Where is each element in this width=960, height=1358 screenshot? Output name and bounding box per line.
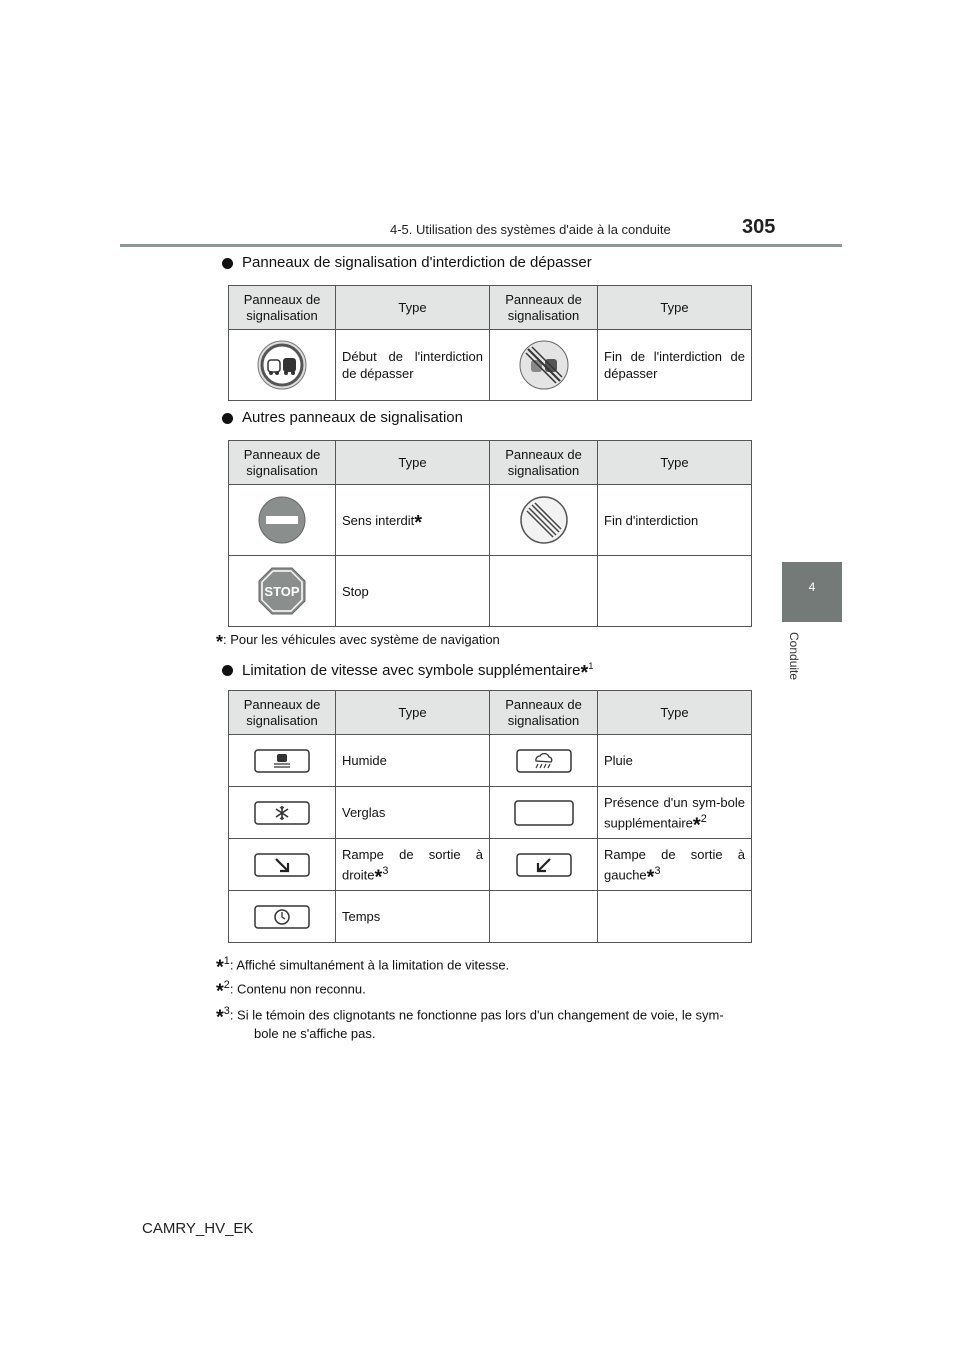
footnote-text: : Si le témoin des clignotants ne fonctionne pas lors d'un changement de voie, le sym- <box>229 1007 724 1023</box>
table-row <box>229 891 752 943</box>
column-header: Type <box>336 691 490 735</box>
footnote-number: 2 <box>223 979 230 991</box>
footnote-3 <box>216 1002 756 1043</box>
manual-code: CAMRY_HV_EK <box>142 1220 254 1237</box>
sign-cell <box>229 485 336 556</box>
sign-type: Fin d'interdiction <box>598 485 752 556</box>
footnote-mark: * <box>216 980 224 1003</box>
type-text: Sens interdit <box>342 512 415 528</box>
table-header-row <box>229 286 752 330</box>
chapter-number: 4 <box>808 580 816 594</box>
footnote-number: 1 <box>223 955 230 967</box>
footnote-continuation: bole ne s'affiche pas. <box>254 1026 376 1042</box>
heading-text: Panneaux de signalisation d'interdiction de dépasser <box>242 254 592 271</box>
column-header: Panneaux de signalisation <box>490 691 598 735</box>
stop-sign-text: STOP <box>264 584 300 599</box>
bullet-icon <box>222 665 233 676</box>
footnote-mark: * <box>692 814 701 837</box>
sign-type <box>598 787 752 839</box>
no-overtaking-sign-icon <box>257 340 307 390</box>
column-header: Type <box>336 286 490 330</box>
sign-cell <box>490 735 598 787</box>
sign-type <box>598 839 752 891</box>
column-header: Type <box>598 286 752 330</box>
table-header-row <box>229 691 752 735</box>
column-header: Type <box>598 441 752 485</box>
sign-cell <box>490 839 598 891</box>
footnote-2 <box>216 976 756 1003</box>
sign-cell <box>490 787 598 839</box>
sign-cell <box>229 556 336 627</box>
heading-text: Autres panneaux de signalisation <box>242 409 463 426</box>
table-row <box>229 735 752 787</box>
table-row <box>229 839 752 891</box>
type-text: Rampe de sortie à droite <box>342 846 483 883</box>
footnote-mark: * <box>216 632 224 652</box>
column-header: Panneaux de signalisation <box>229 691 336 735</box>
footnote-number: 1 <box>588 661 594 671</box>
stop-sign-icon <box>257 566 307 616</box>
footnote-text: : Affiché simultanément à la limitation de vitesse. <box>229 957 510 973</box>
no-entry-sign-icon <box>258 496 306 544</box>
footnote-mark: * <box>216 956 224 979</box>
empty-cell <box>490 891 598 943</box>
table-row <box>229 485 752 556</box>
section-heading-no-overtaking <box>222 254 592 271</box>
sign-type: Verglas <box>336 787 490 839</box>
sign-type <box>336 839 490 891</box>
end-no-overtaking-sign-icon <box>519 340 569 390</box>
table-row <box>229 330 752 401</box>
type-text: Rampe de sortie à gauche <box>604 846 745 883</box>
table-header-row <box>229 441 752 485</box>
bullet-icon <box>222 413 233 424</box>
arrow-down-left-icon <box>516 853 572 877</box>
snowflake-icon <box>254 801 310 825</box>
clock-icon <box>254 905 310 929</box>
footnote-number: 3 <box>223 1005 230 1017</box>
sign-cell <box>229 839 336 891</box>
sign-type: Temps <box>336 891 490 943</box>
other-signs-table <box>228 440 752 627</box>
sign-cell <box>229 787 336 839</box>
no-overtaking-table <box>228 285 752 401</box>
arrow-down-right-icon <box>254 853 310 877</box>
rain-cloud-icon <box>516 749 572 773</box>
section-heading-other-signs <box>222 409 463 426</box>
sign-type: Pluie <box>598 735 752 787</box>
blank-plate-icon <box>514 800 574 826</box>
header-divider <box>120 244 842 247</box>
footnote-mark: * <box>414 511 423 534</box>
sign-cell <box>490 485 598 556</box>
empty-cell <box>598 891 752 943</box>
empty-cell <box>490 556 598 627</box>
bullet-icon <box>222 258 233 269</box>
chapter-tab <box>782 562 842 622</box>
footnote-number: 3 <box>654 864 661 877</box>
column-header: Panneaux de signalisation <box>490 441 598 485</box>
type-text: Présence d'un sym-bole supplémentaire <box>604 794 745 831</box>
section-heading-speed-limit-symbols <box>222 661 594 684</box>
footnote-mark: * <box>374 866 383 889</box>
footnote-1 <box>216 952 756 979</box>
sign-cell <box>229 891 336 943</box>
page-number: 305 <box>742 216 776 238</box>
speed-limit-symbols-table <box>228 690 752 943</box>
sign-type: Fin de l'interdiction de dépasser <box>598 330 752 401</box>
footnote-navigation <box>216 632 500 652</box>
wet-road-icon <box>254 749 310 773</box>
column-header: Panneaux de signalisation <box>229 441 336 485</box>
column-header: Type <box>598 691 752 735</box>
column-header: Panneaux de signalisation <box>229 286 336 330</box>
column-header: Type <box>336 441 490 485</box>
sign-cell <box>229 330 336 401</box>
footnote-number: 2 <box>700 812 707 825</box>
sign-cell <box>490 330 598 401</box>
table-row <box>229 556 752 627</box>
heading-label: Limitation de vitesse avec symbole supplémentaire <box>242 662 581 679</box>
footnote-text: : Pour les véhicules avec système de navigation <box>223 632 500 647</box>
column-header: Panneaux de signalisation <box>490 286 598 330</box>
footnote-mark: * <box>580 662 589 684</box>
footnote-mark: * <box>646 866 655 889</box>
empty-cell <box>598 556 752 627</box>
footnote-number: 3 <box>382 864 389 877</box>
sign-cell <box>229 735 336 787</box>
heading-text <box>242 661 594 684</box>
table-row <box>229 787 752 839</box>
footnote-text: : Contenu non reconnu. <box>229 981 366 997</box>
chapter-label <box>785 632 805 692</box>
end-of-restriction-sign-icon <box>520 496 568 544</box>
sign-type <box>336 485 490 556</box>
sign-type: Stop <box>336 556 490 627</box>
sign-type: Humide <box>336 735 490 787</box>
chapter-label-text: Conduite <box>787 632 801 681</box>
sign-type: Début de l'interdiction de dépasser <box>336 330 490 401</box>
footnote-mark: * <box>216 1006 224 1029</box>
header-section-title: 4-5. Utilisation des systèmes d'aide à la conduite <box>390 222 671 237</box>
